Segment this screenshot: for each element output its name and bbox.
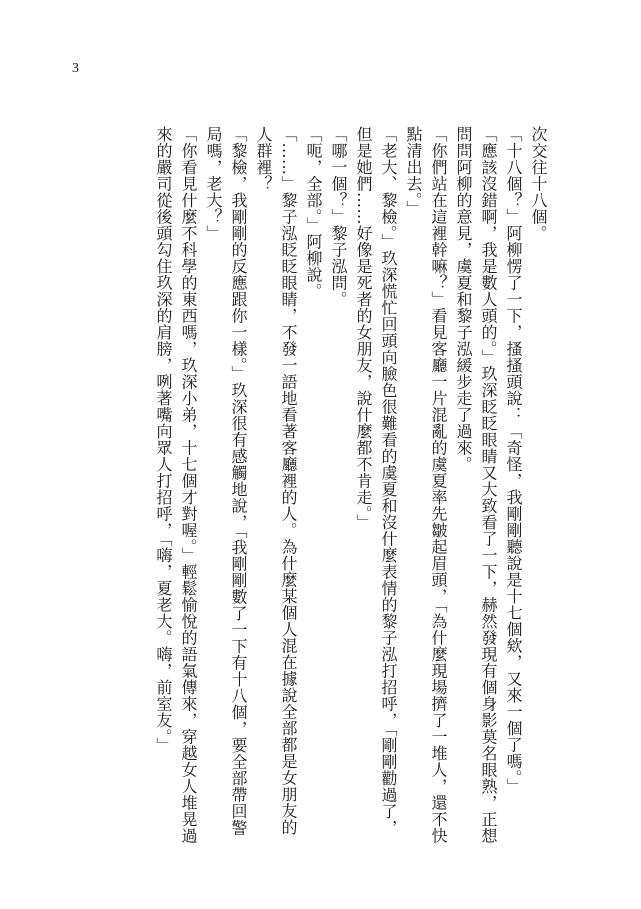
paragraph-1: 次交往十八個。 bbox=[529, 126, 548, 242]
paragraph-8: 「……」黎子泓眨眨眼睛，不發一語地看著客廳裡的人。為什麼某個人混在據說全部都是女朋友的人群裡？ bbox=[254, 126, 298, 836]
vertical-text-body bbox=[151, 126, 551, 846]
page-number: 3 bbox=[72, 61, 79, 76]
paragraph-2: 「十八個？」阿柳愣了一下，搔搔頭說：「奇怪，我剛剛聽說是十七個欸，又來一個了嗎。」 bbox=[504, 126, 523, 795]
paragraph-4: 「你們站在這裡幹嘛？」看見客廳一片混亂的虞夏率先皺起眉頭，「為什麼現場擠了一堆人，還不快點清出去。」 bbox=[404, 126, 448, 844]
paragraph-6: 「哪一個？」黎子泓問。 bbox=[329, 126, 348, 308]
paragraph-3: 「應該沒錯啊，我是數人頭的。」玖深眨眨眼睛又大致看了一下，赫然發現有個身影莫名眼熟，正想問問阿柳的意見，虞夏和黎子泓緩步走了過來。 bbox=[454, 126, 498, 844]
paragraph-5: 「老大、黎檢。」玖深慌忙回頭向臉色很難看的虞夏和沒什麼表情的黎子泓打招呼，「剛剛勸過了，但是她們……好像是死者的女朋友，說什麼都不肯走。」 bbox=[354, 126, 398, 836]
paragraph-7: 「呃，全部。」阿柳說。 bbox=[304, 126, 323, 300]
paragraph-9: 「黎檢，我剛剛的反應跟你一樣。」玖深很有感觸地說，「我剛剛數了一下有十八個，要全部帶回警局嗎，老大？」 bbox=[204, 126, 248, 836]
paragraph-10: 「你看見什麼不科學的東西嗎，玖深小弟，十七個才對喔。」輕鬆愉悅的語氣傳來，穿越女人堆晃過來的嚴司從後頭勾住玖深的肩膀，咧著嘴向眾人打招呼，「嗨，夏老大。嗨，前室友。」 bbox=[154, 126, 198, 844]
